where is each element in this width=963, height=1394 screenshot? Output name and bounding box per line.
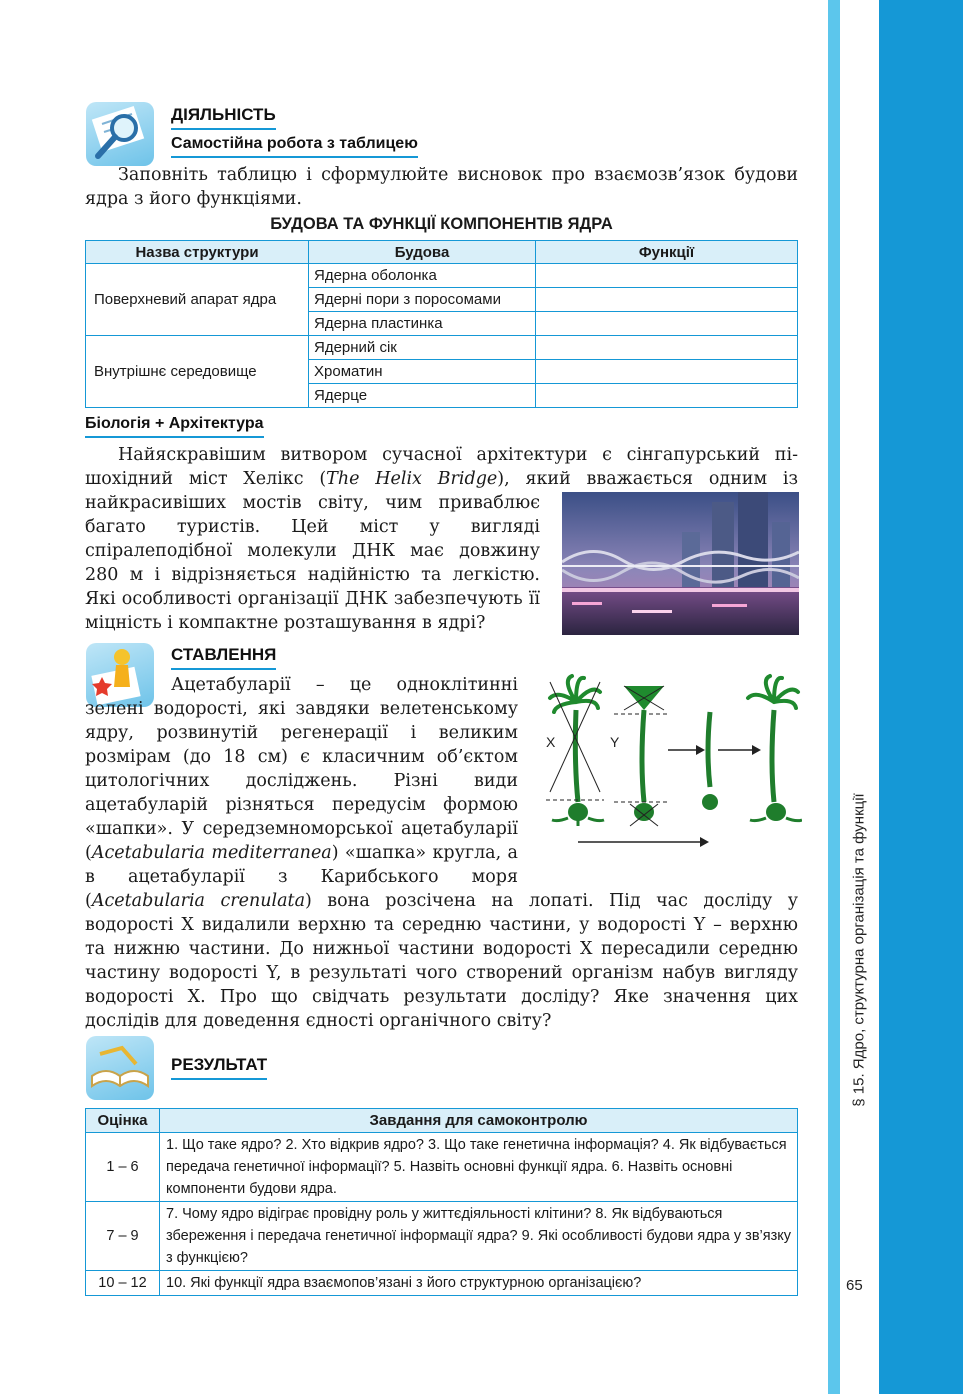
helix-bridge-photo <box>562 492 799 635</box>
structure-table <box>85 240 798 408</box>
transplant-segment <box>708 712 710 787</box>
page-sidebar <box>828 0 963 1394</box>
attitude-text: Ацетабуларії – це одноклітинні зелені водорості, які завдяки велетенському ядру, розвинутій регенерації і великим розмірам (до 18 см) є класичним об’єктом цитологічних досліджень. Різні види ацетабуларій різняться передусім формою «шапки». У середземноморської ацетабуларії (Acetabularia mediterranea) «шапка» кругла, а в ацетабуларії з Карибського моря (Acetabularia crenulata) вона розсічена на лопаті. Під час досліду у водорості X видалили верхню та середню частини, у водорості Y – верхню та нижню частини. До нижньої частини водорості X пересадили середню частину водорості Y, в результаті чого створений організм набув вигляду водорості X. Про що свідчать результати досліду? Яке значення цих дослідів для доведення єдності органічного світу? <box>85 675 798 1031</box>
bio-arch-line-2: шохідний міст Хелікс (The Helix Bridge), який вважається одним із <box>85 469 798 489</box>
activity-subheading: Самостійна робота з таблицею <box>171 135 418 152</box>
structure-cell: Ядерце <box>309 384 536 408</box>
structure-cell: Хроматин <box>309 360 536 384</box>
group-name: Внутрішнє середовище <box>86 336 309 408</box>
tasks-cell: 10. Які функції ядра взаємопов’язані з його структурною організацією? <box>160 1271 798 1296</box>
score-cell: 1 – 6 <box>86 1133 160 1202</box>
book-icon <box>86 1036 154 1100</box>
alga-x <box>546 676 604 826</box>
function-cell[interactable] <box>536 384 798 408</box>
table-row <box>86 264 798 288</box>
function-cell[interactable] <box>536 288 798 312</box>
label-y: Y <box>610 734 620 750</box>
bio-arch-line-1: Найяскравішим витвором сучасної архітектури є сінгапурський пі- <box>118 445 798 465</box>
score-cell: 10 – 12 <box>86 1271 160 1296</box>
structure-cell: Ядерний сік <box>309 336 536 360</box>
attitude-heading: СТАВЛЕННЯ <box>171 645 277 664</box>
group-name: Поверхневий апарат ядра <box>86 264 309 336</box>
function-cell[interactable] <box>536 264 798 288</box>
column-header-structure: Будова <box>309 241 536 264</box>
structure-cell: Ядерна оболонка <box>309 264 536 288</box>
function-cell[interactable] <box>536 312 798 336</box>
chapter-title: § 15. Ядро, структурна організація та функції <box>850 793 868 1107</box>
table-row <box>86 336 798 360</box>
tasks-cell: 1. Що таке ядро? 2. Хто відкрив ядро? 3. Що таке генетична інформація? 4. Як відбувається передача генетичної інформації? 5. Назвіть основні функції ядра. 6. Назвіть основні компоненти будови ядра. <box>160 1133 798 1202</box>
sidebar-light-strip <box>828 0 840 1394</box>
sidebar-dark-strip <box>879 0 963 1394</box>
self-check-table <box>85 1108 798 1296</box>
alga-y <box>614 686 670 826</box>
structure-table-title: БУДОВА ТА ФУНКЦІЇ КОМПОНЕНТІВ ЯДРА <box>270 215 613 233</box>
label-x: X <box>546 734 556 750</box>
structure-cell: Ядерна пластинка <box>309 312 536 336</box>
function-cell[interactable] <box>536 360 798 384</box>
page-number: 65 <box>846 1277 863 1294</box>
structure-cell: Ядерні пори з поросомами <box>309 288 536 312</box>
magnifier-icon <box>86 102 154 166</box>
function-cell[interactable] <box>536 336 798 360</box>
tasks-cell: 7. Чому ядро відіграє провідну роль у життєдіяльності клітини? 8. Як відбуваються збереження і передача генетичної інформації ядра? 9. Які особливості будови ядра у зв’язку з функцією? <box>160 1202 798 1271</box>
activity-intro: Заповніть таблицю і сформулюйте висновок про взаємозв’язок будови ядра з його функціями. <box>85 165 798 209</box>
acetabularia-experiment-diagram <box>540 672 802 862</box>
column-header-tasks: Завдання для самоконтролю <box>160 1109 798 1133</box>
bio-arch-wrapped: найкрасивіших мостів світу, чим приваблює багато туристів. Цей міст у вигляді спіралеподібної молекули ДНК має довжину 280 м і відрізняється надійністю та легкістю. Які особливості організації ДНК забезпечують її міцність і компактне розташування в ядрі? <box>85 493 540 633</box>
table-row <box>86 1202 798 1271</box>
column-header-name: Назва структури <box>86 241 309 264</box>
bio-arch-heading: Біологія + Архітектура <box>85 415 264 432</box>
column-header-score: Оцінка <box>86 1109 160 1133</box>
table-row <box>86 1271 798 1296</box>
result-heading: РЕЗУЛЬТАТ <box>171 1055 268 1074</box>
table-row <box>86 1133 798 1202</box>
score-cell: 7 – 9 <box>86 1202 160 1271</box>
column-header-functions: Функції <box>536 241 798 264</box>
activity-heading: ДІЯЛЬНІСТЬ <box>171 105 276 124</box>
